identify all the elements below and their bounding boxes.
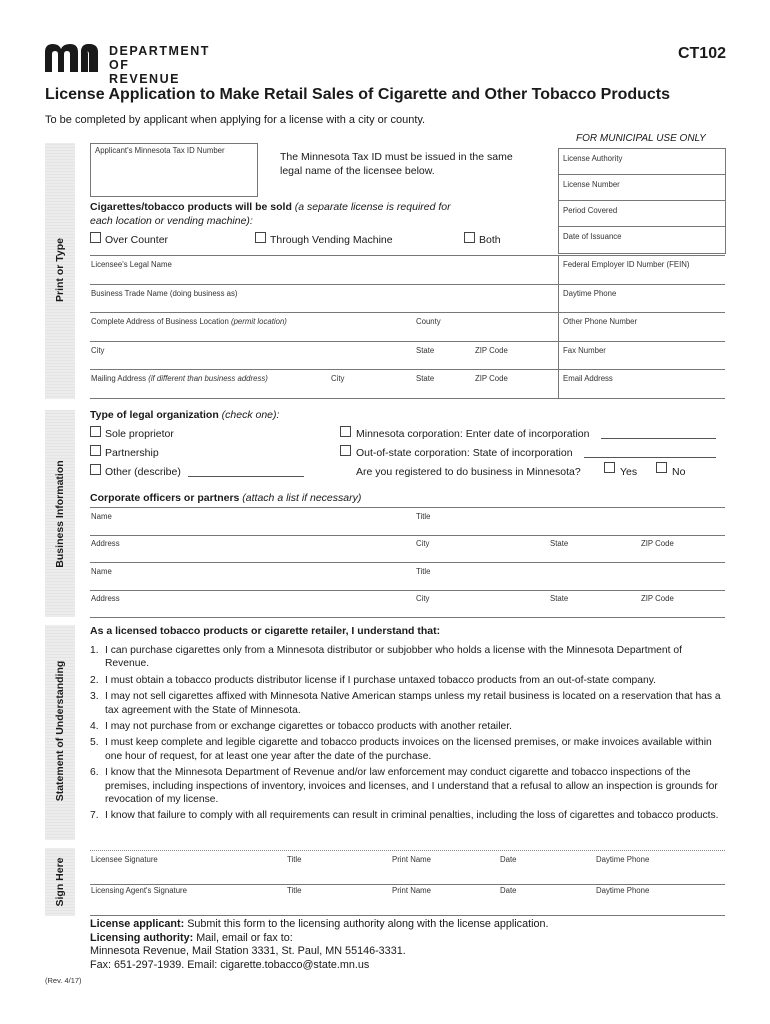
officer1-state-field[interactable]: State [550,539,569,548]
statement-text: I can purchase cigarettes only from a Minnesota distributor or subjobber who holds a license with the Minnesota Department of Revenue. [105,645,682,670]
statement-num: 3. [90,691,99,703]
officer1-title-field[interactable]: Title [416,512,431,521]
license-authority-field[interactable]: License Authority [563,154,623,163]
footer-applicant-label: License applicant: [90,918,185,930]
statement-text: I may not purchase from or exchange cigarettes or tobacco products with another retailer. [105,721,512,733]
footer-authority-label: Licensing authority: [90,931,194,944]
revision-note: (Rev. 4/17) [45,976,82,985]
other-checkbox[interactable] [90,464,101,475]
officers-heading-bold: Corporate officers or partners [90,492,240,504]
no-checkbox[interactable] [656,462,667,473]
mailing-state-field[interactable]: State [416,374,435,383]
oos-corp-label: Out-of-state corporation: State of incorporation [356,447,573,459]
both-label: Both [479,234,501,246]
yes-checkbox[interactable] [604,462,615,473]
over-counter-checkbox[interactable] [90,232,101,243]
sidebar-business-label: Business Information [54,460,66,568]
statement-text: I know that failure to comply with all requirements can result in criminal penalties, including the loss of cigarettes and tobacco products. [105,810,719,822]
statement-num: 7. [90,810,99,822]
trade-name-field[interactable]: Business Trade Name (doing business as) [91,289,238,298]
statement-item-6 [90,766,726,806]
page-subtitle: To be completed by applicant when applying for a license with a city or county. [45,114,426,126]
partnership-label: Partnership [105,447,159,459]
statement-text: I may not sell cigarettes affixed with Minnesota Native American stamps unless my retail business is located on a reservation that has a tax agreement with the State of Minnesota. [105,691,721,716]
mn-corp-date-line[interactable] [601,438,716,439]
mn-logo [45,44,210,86]
sales-heading-bold: Cigarettes/tobacco products will be sold [90,201,292,213]
licensee-signature-field[interactable]: Licensee Signature [91,855,158,864]
statement-item-4 [90,720,726,733]
statement-num: 1. [90,645,99,656]
statement-item-1 [90,644,726,671]
mailing-address-label: Mailing Address [91,374,147,383]
agent-signature-field[interactable]: Licensing Agent's Signature [91,886,187,895]
agent-phone-field[interactable]: Daytime Phone [596,886,650,895]
no-label: No [672,466,686,478]
statement-item-5 [90,736,726,763]
officer1-address-field[interactable]: Address [91,539,120,548]
email-field[interactable]: Email Address [563,374,613,383]
vending-checkbox[interactable] [255,232,266,243]
fax-field[interactable]: Fax Number [563,346,606,355]
officer2-name-field[interactable]: Name [91,567,112,576]
officers-heading-italic: (attach a list if necessary) [242,492,362,504]
statement-text: I must keep complete and legible cigarette and tobacco products invoices on the licensed premises, or make invoices available within one hour of request, for at least one year after the date of the purchase. [105,737,712,762]
tax-id-label: Applicant's Minnesota Tax ID Number [95,146,225,155]
logo-line2: OF REVENUE [109,58,180,86]
statement-item-3 [90,690,726,717]
agent-date-field[interactable]: Date [500,886,517,895]
statement-num: 6. [90,767,99,779]
officer1-zip-field[interactable]: ZIP Code [641,539,674,548]
footer-instructions [90,918,730,972]
legal-org-heading [90,409,279,421]
mn-corp-label: Minnesota corporation: Enter date of incorporation [356,428,590,440]
vending-label: Through Vending Machine [270,234,393,246]
oos-corp-checkbox[interactable] [340,445,351,456]
fein-field[interactable]: Federal Employer ID Number (FEIN) [563,260,690,269]
legal-org-heading-bold: Type of legal organization [90,409,219,421]
license-number-field[interactable]: License Number [563,180,620,189]
officer2-address-field[interactable]: Address [91,594,120,603]
other-describe-line[interactable] [188,476,304,477]
yes-label: Yes [620,466,638,478]
footer-authority [90,932,730,946]
agent-print-name-field[interactable]: Print Name [392,886,431,895]
officer2-state-field[interactable]: State [550,594,569,603]
mailing-zip-field[interactable]: ZIP Code [475,374,508,383]
legal-org-heading-italic: (check one): [221,409,280,421]
logo-line1: DEPARTMENT [109,44,210,58]
page-title: License Application to Make Retail Sales of Cigarette and Other Tobacco Products [45,86,671,103]
officer2-zip-field[interactable]: ZIP Code [641,594,674,603]
mailing-address-field[interactable] [91,374,268,383]
business-address-italic: (permit location) [231,317,287,326]
statement-list [90,644,726,826]
business-address-field[interactable] [91,317,287,326]
officers-heading [90,492,361,504]
mailing-city-field[interactable]: City [331,374,345,383]
sales-heading-italic: (a separate license is required for each location or vending machine): [90,201,451,227]
licensee-date-field[interactable]: Date [500,855,517,864]
licensee-phone-field[interactable]: Daytime Phone [596,855,650,864]
both-checkbox[interactable] [464,232,475,243]
statement-item-7 [90,809,726,822]
oos-corp-state-line[interactable] [584,457,716,458]
officer2-title-field[interactable]: Title [416,567,431,576]
other-label: Other (describe) [105,466,181,478]
sales-heading [90,201,470,228]
city-field[interactable]: City [91,346,105,355]
mn-logo-icon [45,44,107,72]
registered-question: Are you registered to do business in Minnesota? [356,466,581,478]
date-of-issuance-field[interactable]: Date of Issuance [563,232,622,241]
tax-id-note: The Minnesota Tax ID must be issued in the same legal name of the licensee below. [280,151,513,177]
partnership-checkbox[interactable] [90,445,101,456]
officer2-city-field[interactable]: City [416,594,430,603]
footer-authority-text: Mail, email or fax to: [196,931,293,944]
licensee-print-name-field[interactable]: Print Name [392,855,431,864]
over-counter-label: Over Counter [105,234,169,246]
statement-heading: As a licensed tobacco products or cigarette retailer, I understand that: [90,625,441,637]
sole-proprietor-checkbox[interactable] [90,426,101,437]
state-field[interactable]: State [416,346,435,355]
sidebar-print-label: Print or Type [54,238,66,302]
footer-applicant-text: Submit this form to the licensing authority along with the license application. [187,918,549,930]
agent-title-field[interactable]: Title [287,886,302,895]
statement-item-2 [90,674,726,687]
officer1-name-field[interactable]: Name [91,512,112,521]
period-covered-field[interactable]: Period Covered [563,206,618,215]
sole-proprietor-label: Sole proprietor [105,428,174,440]
county-field[interactable]: County [416,317,441,326]
footer-applicant [90,918,730,932]
other-phone-field[interactable]: Other Phone Number [563,317,638,326]
municipal-heading: FOR MUNICIPAL USE ONLY [576,133,706,144]
sidebar-statement-label: Statement of Understanding [54,660,66,802]
mailing-address-italic: (if different than business address) [148,374,268,383]
form-id: CT102 [677,45,726,62]
footer-contact: Fax: 651-297-1939. Email: cigarette.tobacco@state.mn.us [90,958,370,971]
statement-text: I know that the Minnesota Department of Revenue and/or law enforcement may conduct cigarette and tobacco inspections of the premises, including inspections of inventory, invoices and licenses, and I understand that a refusal to allow an inspection is grounds for revocation of my license. [105,767,718,806]
legal-name-field[interactable]: Licensee's Legal Name [91,260,172,269]
statement-num: 4. [90,721,99,733]
zip-field[interactable]: ZIP Code [475,346,508,355]
licensee-title-field[interactable]: Title [287,855,302,864]
statement-num: 5. [90,737,99,749]
footer-address: Minnesota Revenue, Mail Station 3331, St. Paul, MN 55146-3331. [90,945,406,957]
business-address-label: Complete Address of Business Location [91,317,229,326]
statement-text: I must obtain a tobacco products distributor license if I purchase untaxed tobacco products from an out-of-state company. [105,674,656,686]
sidebar-sign-label: Sign Here [54,857,66,907]
daytime-phone-field[interactable]: Daytime Phone [563,289,617,298]
officer1-city-field[interactable]: City [416,539,430,548]
statement-num: 2. [90,674,99,686]
mn-corp-checkbox[interactable] [340,426,351,437]
